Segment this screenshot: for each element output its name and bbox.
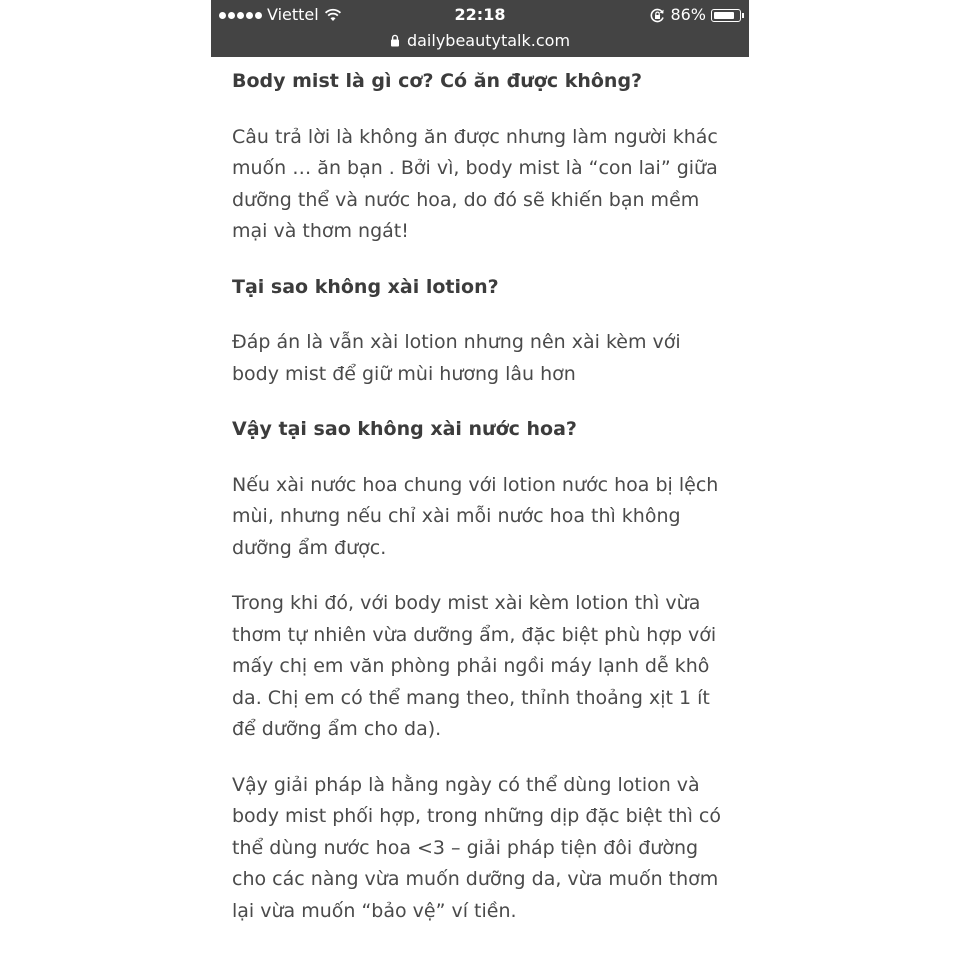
- paragraph-solution: Vậy giải pháp là hằng ngày có thể dùng lotion và body mist phối hợp, trong những dịp đặc biệt thì có thể dùng nước hoa <3 – giải pháp tiện đôi đường cho các nàng vừa muốn dưỡng da, vừa muốn thơm lại vừa muốn “bảo vệ” ví tiền.: [232, 773, 721, 922]
- clock: 22:18: [454, 5, 506, 24]
- paragraph-perfume: Nếu xài nước hoa chung với lotion nước hoa bị lệch mùi, nhưng nếu chỉ xài mỗi nước hoa thì không dưỡng ẩm được.: [232, 473, 719, 559]
- heading-why-not-lotion: Tại sao không xài lotion?: [232, 275, 499, 298]
- heading-why-not-perfume: Vậy tại sao không xài nước hoa?: [232, 418, 577, 440]
- status-row: [211, 4, 749, 26]
- paragraph-lotion: Đáp án là vẫn xài lotion nhưng nên xài kèm với body mist để giữ mùi hương lâu hơn: [232, 331, 681, 385]
- battery-percent: 86%: [670, 5, 706, 24]
- address-bar[interactable]: [211, 29, 749, 51]
- url-text[interactable]: dailybeautytalk.com: [406, 30, 571, 50]
- status-right: [650, 4, 741, 26]
- battery-icon: [711, 9, 741, 22]
- paragraph-answer: Câu trả lời là không ăn được nhưng làm người khác muốn … ăn bạn . Bởi vì, body mist là “con lai” giữa dưỡng thể và nước hoa, do đó sẽ khiến bạn mềm mại và thơm ngát!: [232, 125, 718, 242]
- phone-screen: [211, 0, 749, 960]
- carrier-name: Viettel: [267, 5, 319, 24]
- rotation-lock-icon: [650, 8, 665, 23]
- battery-fill: [714, 12, 734, 19]
- lock-icon: [390, 34, 400, 47]
- paragraph-office: Trong khi đó, với body mist xài kèm lotion thì vừa thơm tự nhiên vừa dưỡng ẩm, đặc biệt phù hợp với mấy chị em văn phòng phải ngồi máy lạnh dễ khô da. Chị em có thể mang theo, thỉnh thoảng xịt 1 ít để dưỡng ẩm cho da).: [232, 592, 717, 740]
- article-body: [232, 58, 732, 927]
- heading-what-is-body-mist: Body mist là gì cơ? Có ăn được không?: [232, 70, 643, 92]
- status-bar: [211, 0, 749, 57]
